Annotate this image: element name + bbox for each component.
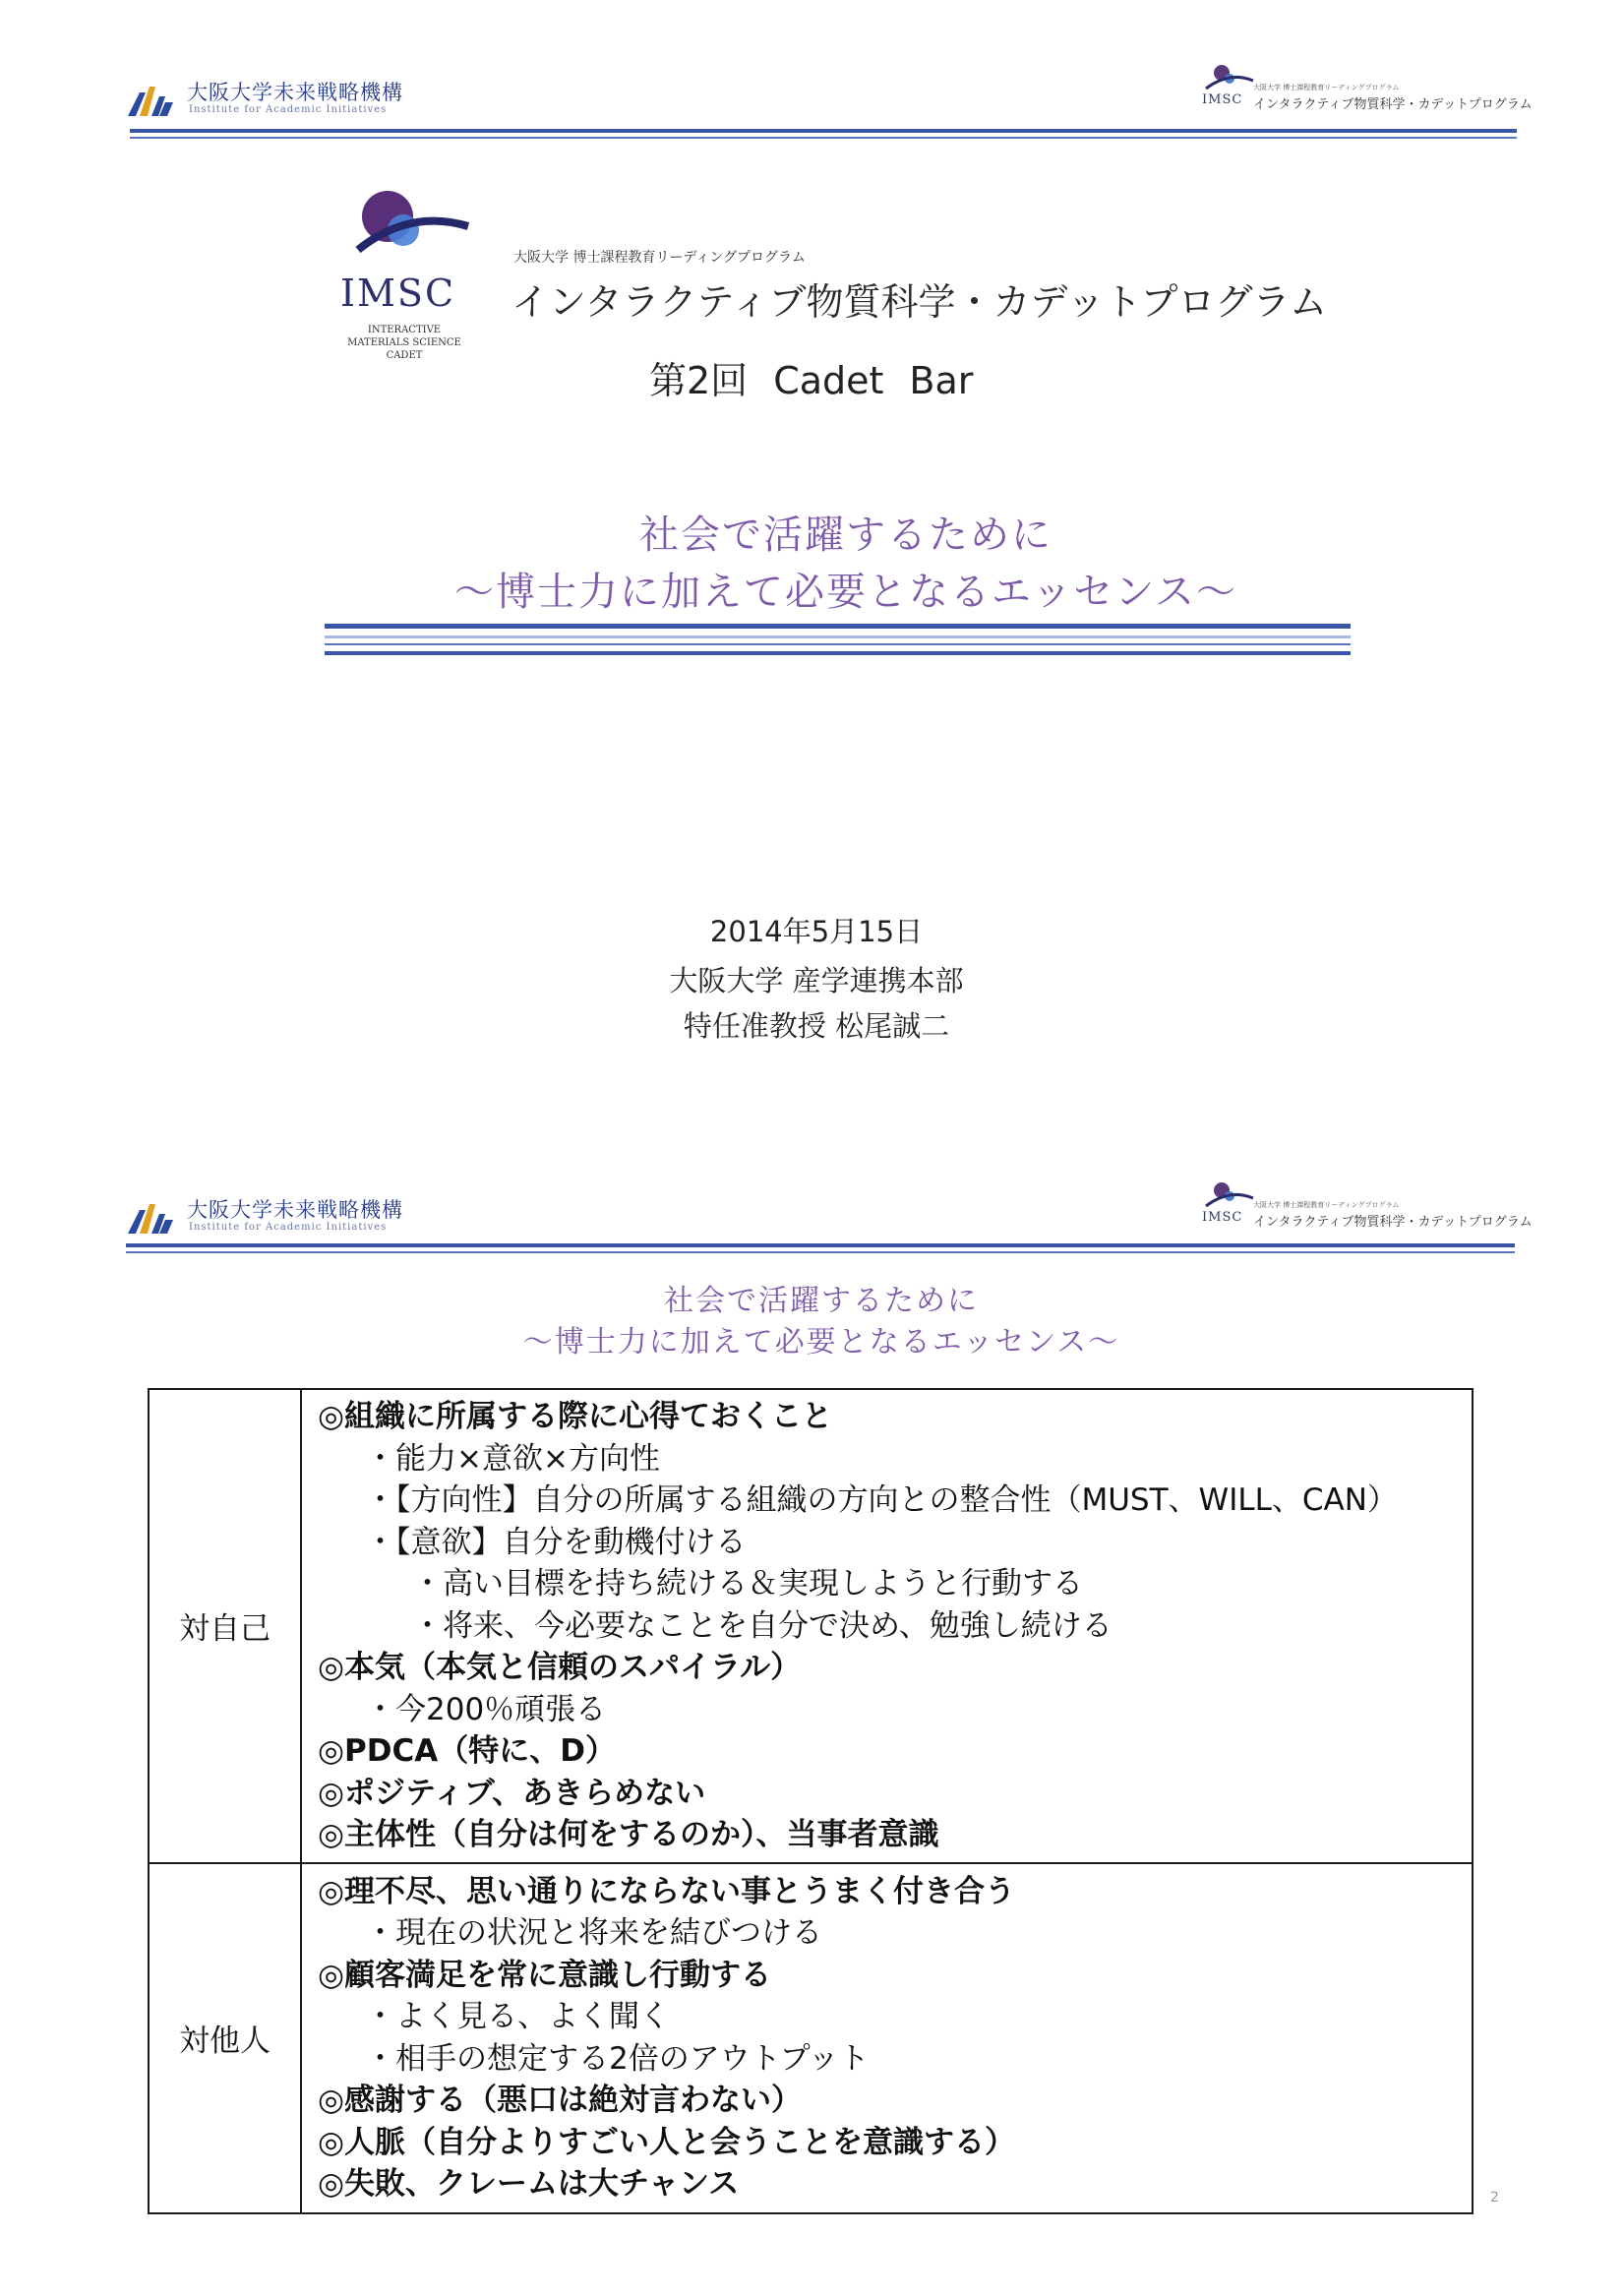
imsc-mini-word: IMSC <box>1202 92 1243 107</box>
date-block <box>531 909 1102 1049</box>
title-rule-3 <box>325 643 1351 645</box>
list-item: ・相手の想定する2倍のアウトプット <box>365 2040 870 2077</box>
list-item: ◎本気（本気と信頼のスパイラル） <box>318 1650 802 1685</box>
list-item: ・【方向性】自分の所属する組織の方向との整合性（MUST、WILL、CAN） <box>365 1482 1398 1518</box>
institute-name-en: Institute for Academic Initiatives <box>189 1222 388 1233</box>
list-item: ◎ポジティブ、あきらめない <box>318 1775 706 1811</box>
main-title-line2: ～博士力に加えて必要となるエッセンス～ <box>454 570 1237 615</box>
slide1-header-rule-thin <box>130 137 1517 139</box>
institute-name-en: Institute for Academic Initiatives <box>189 104 388 115</box>
slide1-header-rule <box>130 129 1517 133</box>
content-cell <box>301 1389 1473 1863</box>
institute-name-jp: 大阪大学未来戦略機構 <box>187 81 403 104</box>
list-item: ・能力×意欲×方向性 <box>365 1440 660 1477</box>
imsc-logo-word: IMSC <box>340 272 456 315</box>
list-item: ◎主体性（自分は何をするのか）、当事者意識 <box>318 1817 939 1852</box>
list-item: ◎感謝する（悪口は絶対言わない） <box>318 2083 803 2118</box>
list-item: ・現在の状況と将来を結びつける <box>365 1915 822 1951</box>
main-title-line1: 社会で活躍するために <box>639 513 1053 558</box>
title-rule-1 <box>325 624 1351 629</box>
title-rule-2 <box>325 635 1351 638</box>
session-number: 第2回 <box>649 359 749 402</box>
institute-name-jp: 大阪大学未来戦略機構 <box>187 1198 403 1222</box>
slide2-header-rule <box>126 1243 1515 1247</box>
essence-table <box>148 1388 1474 2214</box>
program-name-small: インタラクティブ物質科学・カデットプログラム <box>1253 97 1533 112</box>
session-word2: Bar <box>909 359 974 402</box>
program-line-small: 大阪大学 博士課程教育リーディングプログラム <box>1253 84 1400 91</box>
presenter-name: 特任准教授 松尾誠二 <box>683 1009 950 1043</box>
session-word1: Cadet <box>773 359 884 402</box>
program-name-small: インタラクティブ物質科学・カデットプログラム <box>1253 1215 1533 1230</box>
presenter-affiliation: 大阪大学 産学連携本部 <box>669 964 964 997</box>
category-cell: 対自己 <box>149 1389 301 1863</box>
imsc-mini-word: IMSC <box>1202 1210 1243 1225</box>
list-item: ・【意欲】自分を動機付ける <box>365 1524 747 1560</box>
slide2-title-line2: ～博士力に加えて必要となるエッセンス～ <box>522 1325 1120 1359</box>
slide1-header <box>126 61 1533 140</box>
imsc-mini-logo <box>1192 61 1261 140</box>
program-line: 大阪大学 博士課程教育リーディングプログラム <box>513 250 806 266</box>
list-item: ◎顧客満足を常に意識し行動する <box>318 1957 772 1993</box>
category-cell: 対他人 <box>149 1863 301 2213</box>
list-item: ・将来、今必要なことを自分で決め、勉強し続ける <box>412 1607 1113 1644</box>
list-item: ・今200％頑張る <box>365 1691 607 1727</box>
list-item: ◎失敗、クレームは大チャンス <box>318 2166 740 2202</box>
list-item: ◎PDCA（特に、D） <box>318 1733 616 1769</box>
imsc-logo-emblem-icon <box>331 185 478 268</box>
imsc-emblem-icon <box>1200 61 1259 94</box>
presentation-date: 2014年5月15日 <box>709 915 924 948</box>
list-item: ・よく見る、よく聞く <box>365 1999 670 2034</box>
slide2-title-line1: 社会で活躍するために <box>664 1284 979 1318</box>
imsc-logo <box>331 185 478 372</box>
list-item: ◎組織に所属する際に心得ておくこと <box>318 1399 833 1434</box>
list-item: ◎理不尽、思い通りにならない事とうまく付き合う <box>318 1873 1016 1909</box>
table-row <box>149 1863 1473 2213</box>
program-name: インタラクティブ物質科学・カデットプログラム <box>511 280 1328 324</box>
institute-logo-icon <box>126 79 175 118</box>
imsc-logo-sub2: MATERIALS SCIENCE <box>347 337 461 348</box>
imsc-logo-sub3: CADET <box>386 350 423 361</box>
imsc-emblem-icon <box>1200 1178 1259 1212</box>
slide2-header-rule-thin <box>126 1251 1515 1253</box>
list-item: ◎人脈（自分よりすごい人と会うことを意識する） <box>318 2124 1016 2160</box>
imsc-logo-sub1: INTERACTIVE <box>367 325 442 335</box>
content-cell <box>301 1863 1473 2213</box>
session-title <box>649 350 998 404</box>
list-item: ・高い目標を持ち続ける＆実現しようと行動する <box>412 1566 1083 1601</box>
institute-logo-icon <box>126 1196 175 1236</box>
program-line-small: 大阪大学 博士課程教育リーディングプログラム <box>1253 1201 1400 1209</box>
title-rule-4 <box>325 651 1351 655</box>
page-number: 2 <box>1490 2190 1499 2205</box>
table-row <box>149 1389 1473 1863</box>
